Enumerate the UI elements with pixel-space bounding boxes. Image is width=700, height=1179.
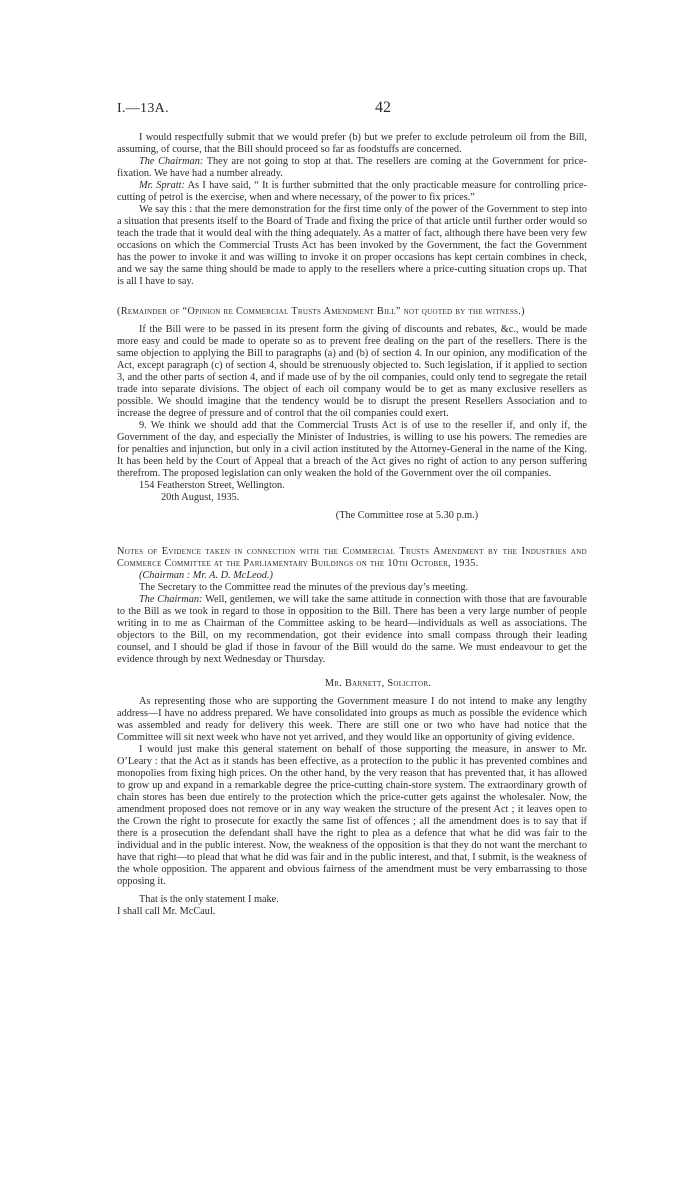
document-body — [117, 132, 587, 918]
paragraph-we-say-this: We say this : that the mere demonstration for the first time only of the power of the Government to step into a situation that presents itself to the Board of Trade and fixing the price of that article until further order would so teach the trade that it would deal with the thing adequately. As a matter of fact, although there have been very few occasions on which the Commercial Trusts Act has been invoked by the Government, the fact the Government has the power to invoke it and was willing to invoke it on proper occasions has kept certain combines in check, and we say the same thing should be made to apply to the resellers where a price-cutting situation crops up. That is all I have to say. — [117, 204, 587, 287]
paragraph-representing: As representing those who are supporting the Government measure I do not intend to make any lengthy address—I have no address prepared. We have consolidated into groups as much as possible the evidence which was assembled and ready for delivery this week. There are still one or two who have had notice that the Committee will sit next week who have not yet arrived, and they would like an opportunity of giving evidence. — [117, 696, 587, 743]
paragraph-nine: 9. We think we should add that the Commercial Trusts Act is of use to the reseller if, and only if, the Government of the day, and especially the Minister of Industries, is willing to use his powers. The remedies are for penalties and injunction, but only in a civil action instituted by the Attorney-General in the name of the King. It has been held by the Court of Appeal that a breach of the Act gives no right of action to any person suffering therefrom. The proposed legislation can only weaken the hold of the Government over the oil companies. — [117, 420, 587, 479]
paragraph-general-statement: I would just make this general statement on behalf of those supporting the measure, in answer to Mr. O’Leary : that the Act as it stands has been effective, as a protection to the public it has prevented combines and monopolies from fixing high prices. On the other hand, by the very reason that has prevented that, it has allowed to grow up and expand in a remarkable degree the price-cutting chain-store system. The extraordinary growth of chain stores has been due entirely to the protection which the price-cutter gets against the wholesaler. Now, the amendment proposed does not remove or in any way weaken the structure of the present Act ; it leaves open to the Crown the right to prosecute for exactly the same list of offences ; all the amendment does is to say that if there is a prosecution the defendant shall have the right to plea as a defence that what he did was fair to the individual and in the public interest. Now, the weakness of the opposition is that they do not want the merchant to have that right—to plead that what he did was fair and in the public interest, and that, I submit, is the weakness of the whole opposition. The apparent and obvious fairness of the amendment must be very embarrassing to those opposing it. — [117, 744, 587, 887]
letter-date: 20th August, 1935. — [161, 492, 240, 503]
paragraph-discounts-rebates: If the Bill were to be passed in its present form the giving of discounts and rebates, &c., would be made more easy and could be made to operate so as to prevent free dealing on the part of the resellers. There is the same objection to applying the Bill to paragraphs (a) and (b) of section 4. In our opinion, any modification of the Act, except paragraph (c) of section 4, should be strenuously objected to. Such legislation, if it applied to section 3, and the other parts of section 4, and if made use of by the oil companies, could only tend to segregate the retail trade into separate divisions. The object of each oil company would be to get as many exclusive resellers as possible. We should imagine that the tendency would be to disrupt the present Resellers Association and to increase the degree of pressure and of control that the oil companies could exert. — [117, 324, 587, 419]
remainder-note: (Remainder of “Opinion re Commercial Trusts Amendment Bill” not quoted by the witness.) — [117, 306, 525, 317]
speech-text: They are not going to stop at that. The resellers are coming at the Government for price-fixation. We have had a number already. — [117, 156, 587, 179]
paragraph-call-mccaul: I shall call Mr. McCaul. — [117, 906, 216, 917]
speaker-label: The Chairman: — [139, 156, 204, 167]
notes-of-evidence-heading: Notes of Evidence taken in connection with the Commercial Trusts Amendment by the Industries and Commerce Committee at the Parliamentary Buildings on the 10th October, 1935. — [117, 546, 587, 569]
sender-address: 154 Featherston Street, Wellington. — [139, 480, 285, 491]
speaker-label: The Chairman: — [139, 594, 203, 605]
paragraph-chairman-remark — [117, 156, 587, 180]
speech-text: As I have said, “ It is further submitted that the only practicable measure for controlling price-cutting of petrol is the exercise, when and where necessary, of the power to fix prices.” — [117, 180, 587, 203]
chairman-line: (Chairman : Mr. A. D. McLeod.) — [139, 570, 273, 581]
committee-rose-note: (The Committee rose at 5.30 p.m.) — [335, 510, 479, 521]
parliamentary-paper-reference: I.—13A. — [117, 101, 169, 116]
paragraph-only-statement: That is the only statement I make. — [139, 894, 279, 905]
paragraph-chairman-attitude — [117, 594, 587, 666]
speech-text: Well, gentlemen, we will take the same attitude in connection with those that are favourable to the Bill as we took in regard to those in opposition to the Bill. There has been a very large number of people writing in to me as Chairman of the Committee asking to be heard—individuals as well as associations. The objectors to the Bill, on my recommendation, got their evidence into small compass through their leading counsel, and I should be glad if those in favour of the Bill would do the same. We must endeavour to get the evidence through by next Wednesday or Thursday. — [117, 594, 588, 665]
witness-heading: Mr. Barnett, Solicitor. — [324, 678, 432, 689]
paragraph-prefer-b: I would respectfully submit that we would prefer (b) but we prefer to exclude petroleum oil from the Bill, assuming, of course, that the Bill should proceed so far as foodstuffs are concerned. — [117, 132, 587, 155]
secretary-line: The Secretary to the Committee read the minutes of the previous day’s meeting. — [139, 582, 469, 593]
speaker-label: Mr. Spratt: — [139, 180, 185, 191]
paragraph-spratt-remark — [117, 180, 587, 204]
page-number: 42 — [375, 99, 391, 116]
